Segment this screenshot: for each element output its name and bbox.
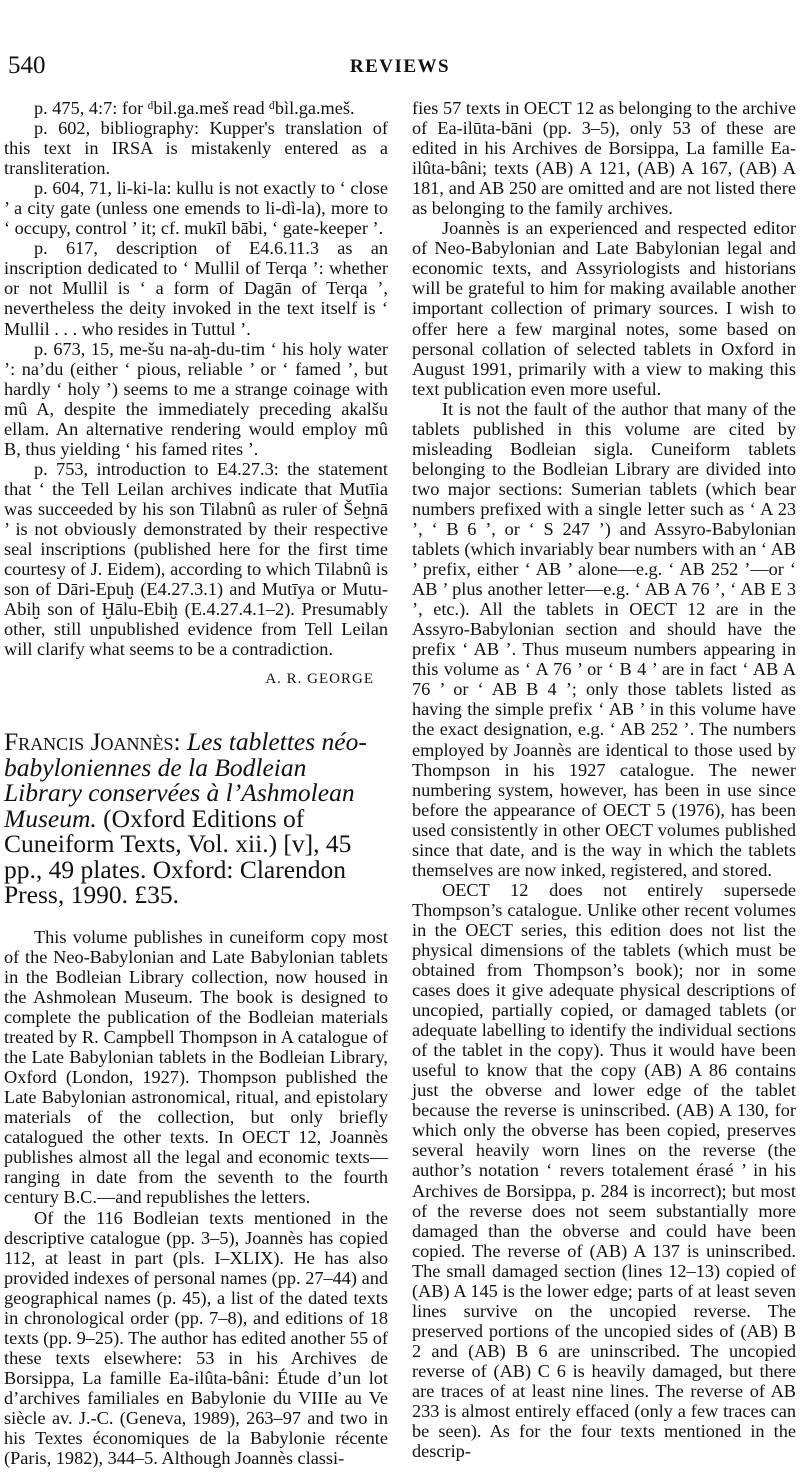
book-heading bbox=[4, 729, 388, 908]
note-paragraph: p. 753, introduction to E4.27.3: the statement that ‘ the Tell Leilan archives indicate that Mutīia was succeeded by his son Tilabnû as ruler of Šeḫnā ’ is not obviously demonstrated by their respective seal inscriptions (published here for the first time courtesy of J. Eidem), according to which Tilabnû is son of Dāri-Epuḫ (E4.27.3.1) and Mutīya or Mutu-Abiḫ son of Ḫālu-Ebiḫ (E.4.27.4.1–2). Presumably other, still unpublished evidence from Tell Leilan will clarify what seems to be a contradiction. bbox=[4, 458, 388, 660]
body-paragraph: Of the 116 Bodleian texts mentioned in the descriptive catalogue (pp. 3–5), Joannès has copied 112, at least in part (pls. I–XLIX). He has also provided indexes of personal names (pp. 27–44) and geographical names (p. 45), a list of the dated texts in chronological order (pp. 7–8), and editions of 18 texts (pp. 9–25). The author has edited another 55 of these texts elsewhere: 53 in his Archives de Borsippa, La famille Ea-ilûta-bâni: Étude d’un lot d’archives familiales en Babylonie du VIIIe au Ve siècle av. J.-C. (Geneva, 1989), 263–97 and two in his Textes économiques de la Babylonie récente (Paris, 1982), 344–5. Although Joannès classi- bbox=[4, 1207, 388, 1469]
left-column bbox=[4, 98, 388, 1468]
note-paragraph: p. 475, 4:7: for ᵈbil.ga.meš read ᵈbìl.ga.meš. bbox=[34, 98, 355, 118]
reviewer-signature: A. R. GEORGE bbox=[265, 671, 374, 688]
body-paragraph: OECT 12 does not entirely supersede Thompson’s catalogue. Unlike other recent volumes in the OECT series, this edition does not list the physical dimensions of the tablets (which must be obtained from Thompson’s book); nor in some cases does it give adequate physical descriptions of uncopied, partially copied, or damaged tablets (or adequate labelling to identify the individual sections of the tablet in the copy). Thus it would have been useful to know that the copy (AB) A 86 contains just the obverse and lower edge of the tablet because the reverse is uninscribed. (AB) A 130, for which only the obverse has been copied, preserves several heavily worn lines on the reverse (the author’s notation ‘ revers totalement érasé ’ in his Archives de Borsippa, p. 284 is incorrect); but most of the reverse does not seem substantially more damaged than the obverse and could have been copied. The reverse of (AB) A 137 is uninscribed. The small damaged section (lines 12–13) copied of (AB) A 145 is the lower edge; parts of at least seven lines survive on the uncopied reverse. The preserved portions of the uncopied sides of (AB) B 2 and (AB) B 6 are uninscribed. The uncopied reverse of (AB) C 6 is heavily damaged, but there are traces of at least nine lines. The reverse of AB 233 is almost entirely effaced (only a few traces can be seen). As for the four texts mentioned in the descrip- bbox=[412, 879, 796, 1462]
running-title: REVIEWS bbox=[349, 56, 451, 77]
right-column bbox=[412, 98, 796, 1461]
page-header bbox=[0, 0, 800, 95]
book-author: Francis Joannès: bbox=[4, 727, 181, 757]
book-details: (Oxford Editions of Cuneiform Texts, Vol. xii.) [v], 45 pp., 49 plates. Oxford: Clarendon Press, 1990. £35. bbox=[4, 803, 352, 910]
body-paragraph: This volume publishes in cuneiform copy most of the Neo-Babylonian and Late Babylonian tablets in the Bodleian Library collection, now housed in the Ashmolean Museum. The book is designed to complete the publication of the Bodleian materials treated by R. Campbell Thompson in A catalogue of the Late Babylonian tablets in the Bodleian Library, Oxford (London, 1927). Thompson published the Late Babylonian astronomical, ritual, and epistolary materials of the collection, but only briefly catalogued the other texts. In OECT 12, Joannès publishes almost all the legal and economic texts—ranging in date from the seventh to the fourth century B.C.—and republishes the letters. bbox=[4, 926, 388, 1208]
note-paragraph: p. 602, bibliography: Kupper's translation of this text in IRSA is mistakenly entered as a transliteration. bbox=[4, 118, 388, 179]
body-paragraph: Joannès is an experienced and respected editor of Neo-Babylonian and Late Babylonian legal and economic texts, and Assyriologists and historians will be grateful to him for making available another important collection of primary sources. I wish to offer here a few marginal notes, some based on personal collation of selected tablets in Oxford in August 1991, primarily with a view to making this text publication even more useful. bbox=[412, 218, 796, 399]
note-paragraph: p. 604, 71, li-ki-la: kullu is not exactly to ‘ close ’ a city gate (unless one emends to li-dì-la), more to ‘ occupy, control ’ it; cf. mukīl bābi, ‘ gate-keeper ’. bbox=[4, 178, 388, 239]
body-paragraph: It is not the fault of the author that many of the tablets published in this volume are cited by misleading Bodleian sigla. Cuneiform tablets belonging to the Bodleian Library are divided into two major sections: Sumerian tablets (which bear numbers prefixed with a single letter such as ‘ A 23 ’, ‘ B 6 ’, or ‘ S 247 ’) and Assyro-Babylonian tablets (which invariably bear numbers with an ‘ AB ’ prefix, either ‘ AB ’ alone—e.g. ‘ AB 252 ’—or ‘ AB ’ plus another letter—e.g. ‘ AB A 76 ’, ‘ AB E 3 ’, etc.). All the tablets in OECT 12 are in the Assyro-Babylonian section and should have the prefix ‘ AB ’. Thus museum numbers appearing in this volume as ‘ A 76 ’ or ‘ B 4 ’ are in fact ‘ AB A 76 ’ or ‘ AB B 4 ’; only those tablets listed as having the simple prefix ‘ AB ’ in this volume have the exact designation, e.g. ‘ AB 252 ’. The numbers employed by Joannès are identical to those used by Thompson in his 1927 catalogue. The newer numbering system, however, has been in use since before the appearance of OECT 5 (1976), has been used consistently in other OECT volumes published since that date, and is the way in which the tablets themselves are now inked, registered, and stored. bbox=[412, 398, 796, 880]
note-paragraph: p. 617, description of E4.6.11.3 as an inscription dedicated to ‘ Mullil of Terqa ’: whether or not Mullil is ‘ a form of Dagān of Terqa ’, nevertheless the deity invoked in the text itself is ‘ Mullil . . . who resides in Tuttul ’. bbox=[4, 238, 388, 339]
page-number: 540 bbox=[8, 52, 46, 79]
note-paragraph: p. 673, 15, me-šu na-aḫ-du-tim ‘ his holy water ’: na’du (either ‘ pious, reliable ’ or ‘ famed ’, but hardly ‘ holy ’) seems to me a strange coinage with mû A, despite the immediately preceding akalšu ellam. An alternative rendering would employ mû B, thus yielding ‘ his famed rites ’. bbox=[4, 338, 388, 459]
book-title: Les tablettes néo-babyloniennes de la Bodleian Library conservées à l’Ashmolean Museum. bbox=[4, 727, 367, 833]
body-paragraph-continued: fies 57 texts in OECT 12 as belonging to the archive of Ea-ilūta-bāni (pp. 3–5), only 53 of these are edited in his Archives de Borsippa, La famille Ea-ilûta-bâni; texts (AB) A 121, (AB) A 167, (AB) A 181, and AB 250 are omitted and are not listed there as belonging to the family archives. bbox=[412, 98, 796, 219]
